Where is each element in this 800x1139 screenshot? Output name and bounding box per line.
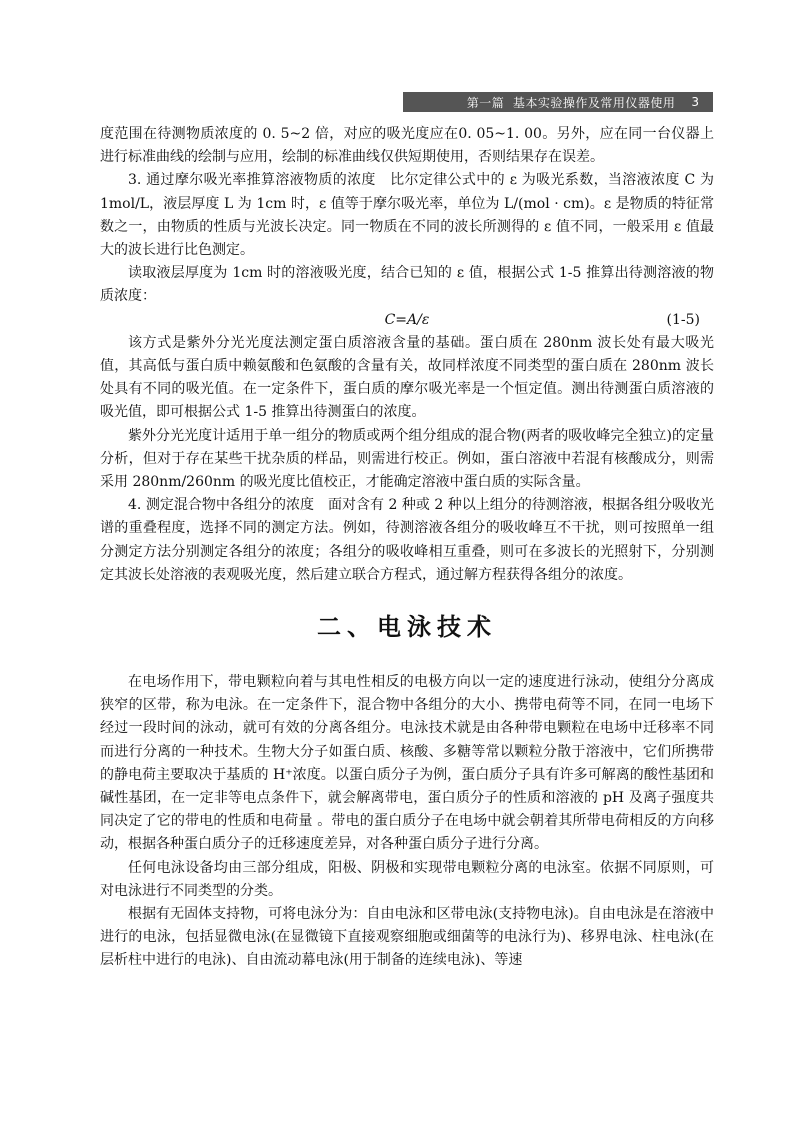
formula-text: C=A/ε <box>384 311 430 328</box>
formula-number: (1-5) <box>666 311 700 328</box>
header-chapter: 第一篇 <box>466 95 505 110</box>
paragraph: 根据有无固体支持物，可将电泳分为：自由电泳和区带电泳(支持物电泳)。自由电泳是在溶液中进行的电泳，包括显微电泳(在显微镜下直接观察细胞或细菌等的电泳行为)、移界电泳、柱电泳(在层析柱中进行的电泳)、自由流动幕电泳(用于制备的连续电泳)、等速 <box>100 906 714 969</box>
paragraph: 4. 测定混合物中各组分的浓度 面对含有 2 种或 2 种以上组分的待测溶液，根据各组分吸收光谱的重叠程度，选择不同的测定方法。例如，待测溶液各组分的吸收峰互不干扰，则可按照单一组分测定方法分别测定各组分的浓度；各组分的吸收峰相互重叠，则可在多波长的光照射下，分别测定其波长处溶液的表观吸光度，然后建立联合方程式，通过解方程获得各组分的浓度。 <box>100 497 714 583</box>
paragraph: 任何电泳设备均由三部分组成，阳极、阴极和实现带电颗粒分离的电泳室。依据不同原则，可对电泳进行不同类型的分类。 <box>100 859 714 899</box>
paragraph: 紫外分光光度计适用于单一组分的物质或两个组分组成的混合物(两者的吸收峰完全独立)的定量分析，但对于存在某些干扰杂质的样品，则需进行校正。例如，蛋白溶液中若混有核酸成分，则需采用 280nm/260nm 的吸光度比值校正，才能确定溶液中蛋白质的实际含量。 <box>100 427 714 491</box>
page-number: 3 <box>691 95 699 109</box>
header-title: 基本实验操作及常用仪器使用 <box>512 95 676 110</box>
paragraph: 3. 通过摩尔吸光率推算溶液物质的浓度 比尔定律公式中的 ε 为吸光系数，当溶液浓度 C 为 1mol/L，液层厚度 L 为 1cm 时，ε 值等于摩尔吸光率，单位为 L/(mol · cm)。ε 是物质的特征常数之一，由物质的性质与光波长决定。同一物质在不同的波长所测得的 ε 值不同，一般采用 ε 值最大的波长进行比色测定。 <box>100 172 714 259</box>
section-heading: 二、电泳技术 <box>317 613 497 642</box>
paragraph: 读取液层厚度为 1cm 时的溶液吸光度，结合已知的 ε 值，根据公式 1-5 推算出待测溶液的物质浓度： <box>100 265 714 305</box>
paragraph: 度范围在待测物质浓度的 0. 5~2 倍，对应的吸光度应在0. 05~1. 00。另外，应在同一台仪器上进行标准曲线的绘制与应用，绘制的标准曲线仅供短期使用，否则结果存在误差。 <box>100 126 714 166</box>
paragraph: 该方式是紫外分光光度法测定蛋白质溶液含量的基础。蛋白质在 280nm 波长处有最大吸光值，其高低与蛋白质中赖氨酸和色氨酸的含量有关，故同样浓度不同类型的蛋白质在 280nm 波长处具有不同的吸光值。在一定条件下，蛋白质的摩尔吸光率是一个恒定值。测出待测蛋白质溶液的吸光值，即可根据公式 1-5 推算出待测蛋白的浓度。 <box>100 334 714 421</box>
formula-1-5 <box>100 309 714 332</box>
running-header <box>403 92 713 112</box>
header-chapter-title <box>467 94 676 111</box>
page-content <box>100 123 714 973</box>
paragraph: 在电场作用下，带电颗粒向着与其电性相反的电极方向以一定的速度进行泳动，使组分分离成狭窄的区带，称为电泳。在一定条件下，混合物中各组分的大小、携带电荷等不同，在同一电场下经过一段时间的泳动，就可有效的分离各组分。电泳技术就是由各种带电颗粒在电场中迁移率不同而进行分离的一种技术。生物大分子如蛋白质、核酸、多糖等常以颗粒分散于溶液中，它们所携带的静电荷主要取决于基质的 H⁺浓度。以蛋白质分子为例，蛋白质分子具有许多可解离的酸性基团和碱性基团，在一定非等电点条件下，就会解离带电，蛋白质分子的性质和溶液的 pH 及离子强度共同决定了它的带电的性质和电荷量 。带电的蛋白质分子在电场中就会朝着其所带电荷相反的方向移动，根据各种蛋白质分子的迁移速度差异，对各种蛋白质分子进行分离。 <box>100 674 714 853</box>
